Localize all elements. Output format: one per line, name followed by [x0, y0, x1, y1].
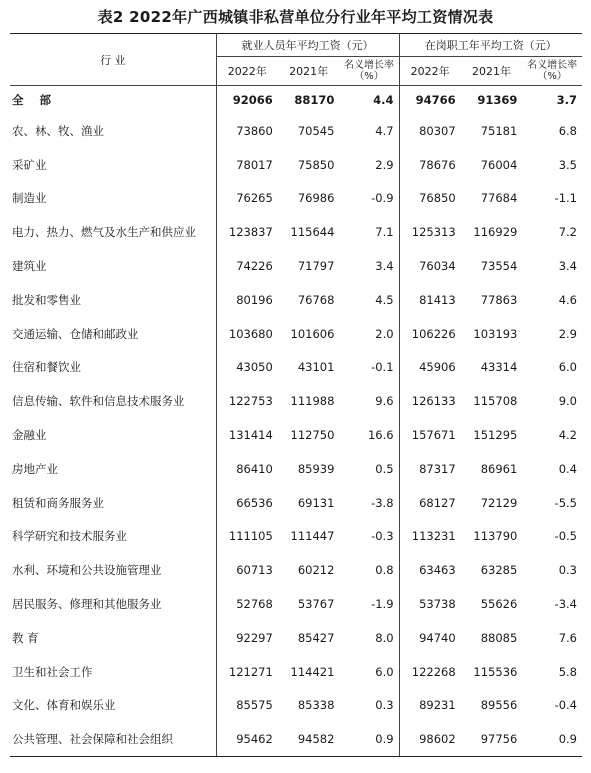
growth-rate-header: 名义增长率（%） — [522, 57, 582, 86]
cell-a22: 131414 — [228, 428, 273, 443]
industry-header: 行 业 — [10, 34, 216, 86]
cell-a22: 60713 — [236, 563, 273, 578]
table-row — [10, 587, 582, 621]
cell-a22: 66536 — [236, 495, 273, 510]
table-row — [10, 621, 582, 655]
cell-b22: 98602 — [399, 722, 461, 756]
wage-table — [10, 33, 582, 757]
table-title: 表2 2022年广西城镇非私营单位分行业年平均工资情况表 — [97, 8, 494, 26]
cell-b21: 115708 — [473, 394, 518, 409]
cell-ar: 0.9 — [339, 722, 399, 756]
cell-b21: 77684 — [480, 191, 518, 206]
industry-name: 信息传输、软件和信息技术服务业 — [10, 384, 216, 418]
onpost-wage-header: 在岗职工年平均工资（元） — [399, 34, 582, 57]
table-row — [10, 384, 582, 418]
table-row — [10, 722, 582, 756]
table-body — [10, 86, 582, 757]
cell-a22: 85575 — [236, 698, 273, 713]
cell-ar: 4.5 — [339, 283, 399, 317]
cell-b22: 63463 — [419, 563, 456, 578]
industry-name: 文化、体育和娱乐业 — [10, 689, 216, 723]
cell-b21: 73554 — [480, 259, 518, 274]
cell-ar: 0.3 — [339, 689, 399, 723]
year-2022-header: 2022年 — [399, 57, 461, 86]
cell-a22: 95462 — [216, 722, 278, 756]
cell-a21: 75850 — [297, 157, 335, 172]
cell-br: 5.8 — [558, 664, 577, 679]
table-row — [10, 553, 582, 587]
cell-ar: 3.4 — [339, 249, 399, 283]
industry-name: 采矿业 — [10, 148, 216, 182]
cell-a22: 122753 — [228, 394, 273, 409]
cell-ar: 0.8 — [339, 553, 399, 587]
table-row — [10, 486, 582, 520]
cell-b22: 113231 — [411, 529, 456, 544]
cell-a22: 86410 — [236, 461, 273, 476]
cell-br: 3.4 — [558, 259, 577, 274]
cell-a21: 88170 — [278, 86, 340, 115]
industry-name: 租赁和商务服务业 — [10, 486, 216, 520]
cell-br: 3.5 — [558, 157, 577, 172]
cell-a22: 43050 — [236, 360, 273, 375]
cell-b21: 63285 — [480, 563, 518, 578]
cell-br: -3.4 — [554, 597, 577, 612]
year-2021-header: 2021年 — [278, 57, 340, 86]
cell-b22: 94766 — [399, 86, 461, 115]
cell-a21: 85939 — [297, 461, 335, 476]
cell-a21: 70545 — [297, 123, 335, 138]
table-row — [10, 114, 582, 148]
cell-b21: 86961 — [480, 461, 518, 476]
cell-br: -0.5 — [554, 529, 577, 544]
table-row — [10, 317, 582, 351]
industry-name: 农、林、牧、渔业 — [10, 114, 216, 148]
cell-br: -1.1 — [554, 191, 577, 206]
table-row — [10, 148, 582, 182]
cell-b21: 115536 — [473, 664, 518, 679]
cell-ar: 7.1 — [339, 215, 399, 249]
cell-b21: 116929 — [473, 225, 518, 240]
cell-b22: 126133 — [411, 394, 456, 409]
cell-ar: -0.9 — [339, 182, 399, 216]
cell-a21: 53767 — [297, 597, 335, 612]
cell-b21: 97756 — [461, 722, 523, 756]
cell-a22: 74226 — [236, 259, 273, 274]
cell-b21: 91369 — [461, 86, 523, 115]
cell-br: 0.3 — [558, 563, 577, 578]
cell-b21: 103193 — [473, 326, 518, 341]
cell-b22: 125313 — [411, 225, 456, 240]
industry-name: 建筑业 — [10, 249, 216, 283]
cell-b21: 43314 — [480, 360, 518, 375]
cell-br: 0.4 — [558, 461, 577, 476]
cell-a21: 60212 — [297, 563, 335, 578]
cell-b22: 94740 — [419, 630, 456, 645]
cell-b22: 78676 — [419, 157, 456, 172]
cell-br: 7.2 — [558, 225, 577, 240]
cell-ar: -1.9 — [339, 587, 399, 621]
growth-rate-header: 名义增长率（%） — [339, 57, 399, 86]
cell-b22: 122268 — [411, 664, 456, 679]
cell-a22: 76265 — [236, 191, 273, 206]
cell-br: 6.8 — [558, 123, 577, 138]
cell-ar: 0.5 — [339, 452, 399, 486]
cell-ar: 8.0 — [339, 621, 399, 655]
cell-br: 3.7 — [522, 86, 582, 115]
industry-name: 金融业 — [10, 418, 216, 452]
industry-name: 科学研究和技术服务业 — [10, 520, 216, 554]
cell-ar: 16.6 — [339, 418, 399, 452]
cell-a21: 43101 — [297, 360, 335, 375]
cell-a22: 73860 — [236, 123, 273, 138]
table-row — [10, 283, 582, 317]
cell-a21: 71797 — [297, 259, 335, 274]
table-row — [10, 182, 582, 216]
industry-name: 公共管理、社会保障和社会组织 — [10, 722, 216, 756]
cell-br: 9.0 — [558, 394, 577, 409]
cell-b22: 87317 — [419, 461, 456, 476]
cell-a22: 78017 — [236, 157, 273, 172]
employed-wage-header: 就业人员年平均工资（元） — [216, 34, 399, 57]
cell-br: 4.2 — [558, 428, 577, 443]
cell-b22: 106226 — [411, 326, 456, 341]
table-row — [10, 520, 582, 554]
cell-b21: 113790 — [473, 529, 518, 544]
year-2022-header: 2022年 — [216, 57, 278, 86]
year-2021-header: 2021年 — [461, 57, 523, 86]
industry-name: 批发和零售业 — [10, 283, 216, 317]
cell-a21: 101606 — [290, 326, 335, 341]
table-row — [10, 452, 582, 486]
cell-a22: 80196 — [236, 292, 273, 307]
cell-a22: 92297 — [236, 630, 273, 645]
cell-a22: 52768 — [236, 597, 273, 612]
cell-a22: 103680 — [228, 326, 273, 341]
cell-ar: 2.9 — [339, 148, 399, 182]
cell-b22: 76850 — [419, 191, 456, 206]
cell-ar: 6.0 — [339, 655, 399, 689]
cell-a21: 112750 — [290, 428, 335, 443]
cell-a21: 85427 — [297, 630, 335, 645]
cell-b22: 45906 — [419, 360, 456, 375]
cell-b21: 55626 — [480, 597, 518, 612]
cell-a21: 76986 — [297, 191, 335, 206]
cell-b21: 75181 — [480, 123, 518, 138]
cell-b21: 72129 — [480, 495, 518, 510]
cell-b22: 157671 — [411, 428, 456, 443]
table-row — [10, 655, 582, 689]
cell-a22: 123837 — [228, 225, 273, 240]
table-row — [10, 249, 582, 283]
cell-b22: 80307 — [419, 123, 456, 138]
cell-ar: -3.8 — [339, 486, 399, 520]
cell-br: 0.9 — [522, 722, 582, 756]
cell-a21: 76768 — [297, 292, 335, 307]
cell-a21: 85338 — [297, 698, 335, 713]
cell-b22: 89231 — [419, 698, 456, 713]
cell-a21: 111988 — [290, 394, 335, 409]
industry-name: 住宿和餐饮业 — [10, 351, 216, 385]
cell-b22: 68127 — [419, 495, 456, 510]
table-row — [10, 418, 582, 452]
cell-ar: -0.1 — [339, 351, 399, 385]
cell-ar: 4.7 — [339, 114, 399, 148]
cell-a21: 114421 — [290, 664, 335, 679]
cell-a21: 115644 — [290, 225, 335, 240]
cell-a21: 111447 — [290, 529, 335, 544]
cell-b22: 76034 — [419, 259, 456, 274]
table-row — [10, 689, 582, 723]
cell-br: 2.9 — [558, 326, 577, 341]
cell-b21: 88085 — [480, 630, 518, 645]
cell-br: 6.0 — [558, 360, 577, 375]
cell-br: -0.4 — [554, 698, 577, 713]
cell-b21: 76004 — [480, 157, 518, 172]
cell-br: -5.5 — [554, 495, 577, 510]
cell-ar: 4.4 — [339, 86, 399, 115]
cell-a22: 111105 — [228, 529, 273, 544]
industry-name: 制造业 — [10, 182, 216, 216]
cell-a22: 92066 — [216, 86, 278, 115]
industry-name: 卫生和社会工作 — [10, 655, 216, 689]
cell-b22: 81413 — [419, 292, 456, 307]
cell-ar: 2.0 — [339, 317, 399, 351]
industry-name: 全 部 — [10, 86, 216, 115]
table-row — [10, 351, 582, 385]
cell-a22: 121271 — [228, 664, 273, 679]
cell-ar: 9.6 — [339, 384, 399, 418]
cell-br: 4.6 — [558, 292, 577, 307]
industry-name: 电力、热力、燃气及水生产和供应业 — [10, 215, 216, 249]
cell-a21: 69131 — [297, 495, 335, 510]
industry-name: 房地产业 — [10, 452, 216, 486]
cell-a21: 94582 — [278, 722, 340, 756]
table-row — [10, 215, 582, 249]
industry-name: 交通运输、仓储和邮政业 — [10, 317, 216, 351]
cell-b21: 77863 — [480, 292, 518, 307]
cell-ar: -0.3 — [339, 520, 399, 554]
cell-b21: 151295 — [473, 428, 518, 443]
total-row — [10, 86, 582, 115]
industry-name: 教 育 — [10, 621, 216, 655]
cell-b22: 53738 — [419, 597, 456, 612]
cell-br: 7.6 — [558, 630, 577, 645]
industry-name: 居民服务、修理和其他服务业 — [10, 587, 216, 621]
cell-b21: 89556 — [480, 698, 518, 713]
industry-name: 水利、环境和公共设施管理业 — [10, 553, 216, 587]
